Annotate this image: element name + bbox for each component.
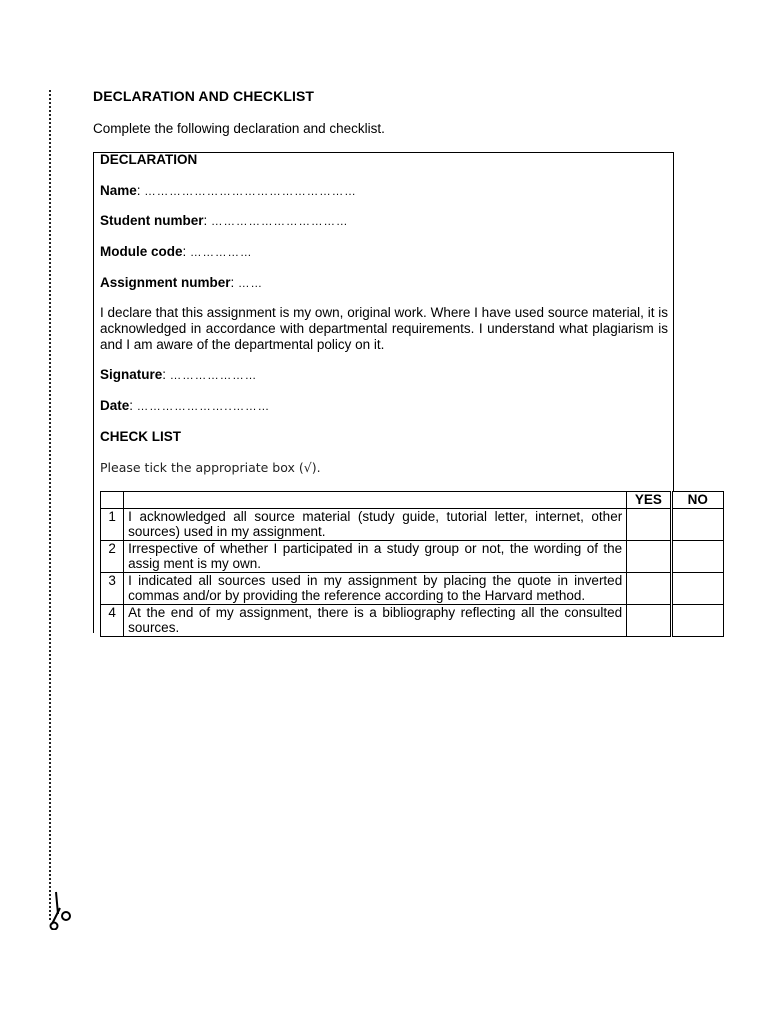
checklist-title: CHECK LIST (100, 429, 181, 444)
assignment-number-label: Assignment number (100, 275, 231, 290)
item-number: 4 (101, 604, 124, 636)
signature-label: Signature (100, 367, 163, 382)
item-text: Irrespective of whether I participated in a study group or not, the wording of the assig ment is my own. (124, 540, 627, 572)
item-number: 3 (101, 572, 124, 604)
checklist-header-row (101, 492, 724, 509)
checklist-row (101, 572, 724, 604)
signature-dots: ………………… (169, 370, 258, 382)
yes-tick-box[interactable] (627, 604, 671, 636)
item-text: At the end of my assignment, there is a bibliography reflecting all the consulted sources. (124, 604, 627, 636)
checklist-instruction: Please tick the appropriate box (√). (100, 460, 321, 475)
assignment-number-field[interactable]: Assignment number: …… (100, 275, 264, 290)
signature-field[interactable]: Signature: ………………… (100, 367, 258, 382)
assignment-number-dots: …… (238, 278, 264, 290)
yes-tick-box[interactable] (627, 540, 671, 572)
module-code-field[interactable]: Module code: …………… (100, 244, 253, 259)
header-blank (124, 492, 627, 509)
cut-line (49, 90, 51, 920)
module-code-dots: …………… (190, 247, 253, 259)
student-number-field[interactable]: Student number: …………………………… (100, 213, 349, 228)
module-code-label: Module code (100, 244, 183, 259)
no-column-header: NO (671, 492, 723, 509)
no-tick-box[interactable] (671, 508, 723, 540)
checklist-row (101, 540, 724, 572)
item-text: I indicated all sources used in my assignment by placing the quote in inverted commas and/or by providing the reference according to the Harvard method. (124, 572, 627, 604)
yes-column-header: YES (627, 492, 671, 509)
scissors-icon (46, 890, 78, 930)
no-tick-box[interactable] (671, 572, 723, 604)
checklist-row (101, 508, 724, 540)
declaration-title: DECLARATION (100, 152, 198, 167)
yes-tick-box[interactable] (627, 508, 671, 540)
name-label: Name (100, 183, 137, 198)
date-label: Date (100, 398, 130, 413)
checklist-row (101, 604, 724, 636)
student-number-dots: …………………………… (211, 216, 349, 228)
declaration-statement: I declare that this assignment is my own, original work. Where I have used source material, it is acknowledged in accordance with departmental requirements. I understand what plagiarism is and I am aware of the departmental policy on it. (100, 305, 668, 352)
item-text: I acknowledged all source material (study guide, tutorial letter, internet, other sources) used in my assignment. (124, 508, 627, 540)
checklist-table (100, 491, 724, 637)
date-dots: …………………..……… (136, 401, 271, 413)
name-dots: …………………………………………… (144, 186, 357, 198)
no-tick-box[interactable] (671, 604, 723, 636)
no-tick-box[interactable] (671, 540, 723, 572)
student-number-label: Student number (100, 213, 204, 228)
declaration-box-edge (93, 491, 94, 633)
header-blank (101, 492, 124, 509)
date-field[interactable]: Date: …………………..……… (100, 398, 271, 413)
page-title: DECLARATION AND CHECKLIST (93, 88, 315, 104)
name-field[interactable]: Name: …………………………………………… (100, 183, 357, 198)
intro-text: Complete the following declaration and checklist. (93, 121, 385, 136)
item-number: 1 (101, 508, 124, 540)
yes-tick-box[interactable] (627, 572, 671, 604)
item-number: 2 (101, 540, 124, 572)
